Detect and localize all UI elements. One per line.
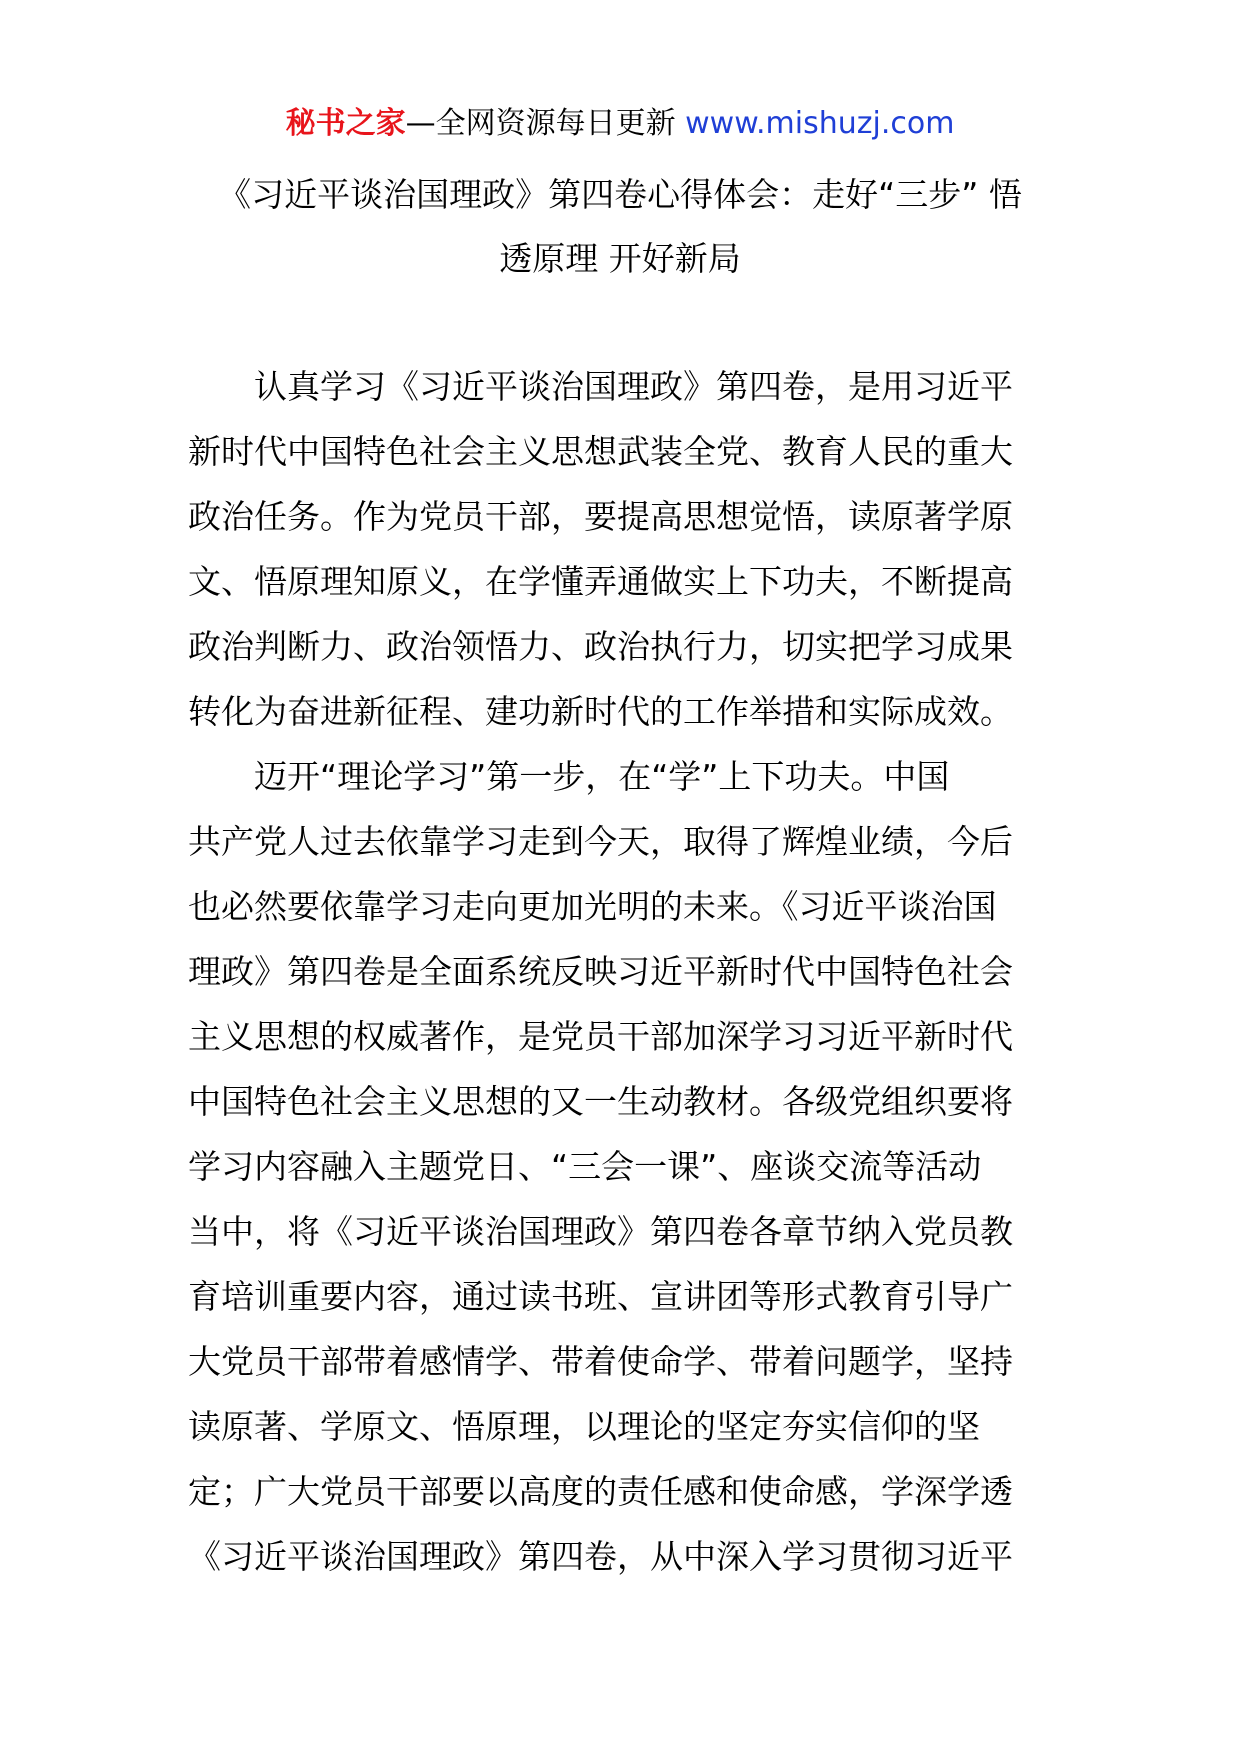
title-line: 透原理 开好新局 [499,239,741,278]
banner-slogan: —全网资源每日更新 [405,106,686,141]
paragraph-line: 认真学习《习近平谈治国理政》第四卷，是用习近平 [254,367,1013,406]
paragraph-line: 当中，将《习近平谈治国理政》第四卷各章节纳入党员教 [188,1212,1013,1251]
paragraph-line: 迈开“理论学习”第一步，在“学”上下功夫。中国 [254,757,950,796]
header-banner [0,100,1240,148]
paragraph-line: 大党员干部带着感情学、带着使命学、带着问题学，坚持 [188,1342,1013,1381]
document-body [188,354,1052,1589]
paragraph-line: 主义思想的权威著作，是党员干部加深学习习近平新时代 [188,1017,1013,1056]
paragraph-line: 政治判断力、政治领悟力、政治执行力，切实把学习成果 [188,627,1013,666]
title-line: 《习近平谈治国理政》第四卷心得体会：走好“三步” 悟 [218,175,1022,214]
paragraph-line: 政治任务。作为党员干部，要提高思想觉悟，读原著学原 [188,497,1013,536]
paragraph-line: 学习内容融入主题党日、“三会一课”、座谈交流等活动 [188,1147,982,1186]
paragraph-line: 育培训重要内容，通过读书班、宣讲团等形式教育引导广 [188,1277,1013,1316]
paragraph-line: 读原著、学原文、悟原理，以理论的坚定夯实信仰的坚 [188,1407,980,1446]
paragraph-line: 转化为奋进新征程、建功新时代的工作举措和实际成效。 [188,692,1013,731]
paragraph-line: 也必然要依靠学习走向更加光明的未来。《习近平谈治国 [188,887,997,926]
document-title [188,163,1052,291]
paragraph-line: 《习近平谈治国理政》第四卷，从中深入学习贯彻习近平 [188,1537,1013,1576]
site-url-link[interactable]: www.mishuzj.com [685,106,955,141]
brand-name: 秘书之家 [285,106,406,141]
paragraph-line: 理政》第四卷是全面系统反映习近平新时代中国特色社会 [188,952,1013,991]
paragraph-line: 中国特色社会主义思想的又一生动教材。各级党组织要将 [188,1082,1013,1121]
paragraph-line: 共产党人过去依靠学习走到今天，取得了辉煌业绩，今后 [188,822,1013,861]
paragraph-line: 文、悟原理知原义，在学懂弄通做实上下功夫，不断提高 [188,562,1013,601]
paragraph-line: 定；广大党员干部要以高度的责任感和使命感，学深学透 [188,1472,1013,1511]
paragraph-line: 新时代中国特色社会主义思想武装全党、教育人民的重大 [188,432,1013,471]
